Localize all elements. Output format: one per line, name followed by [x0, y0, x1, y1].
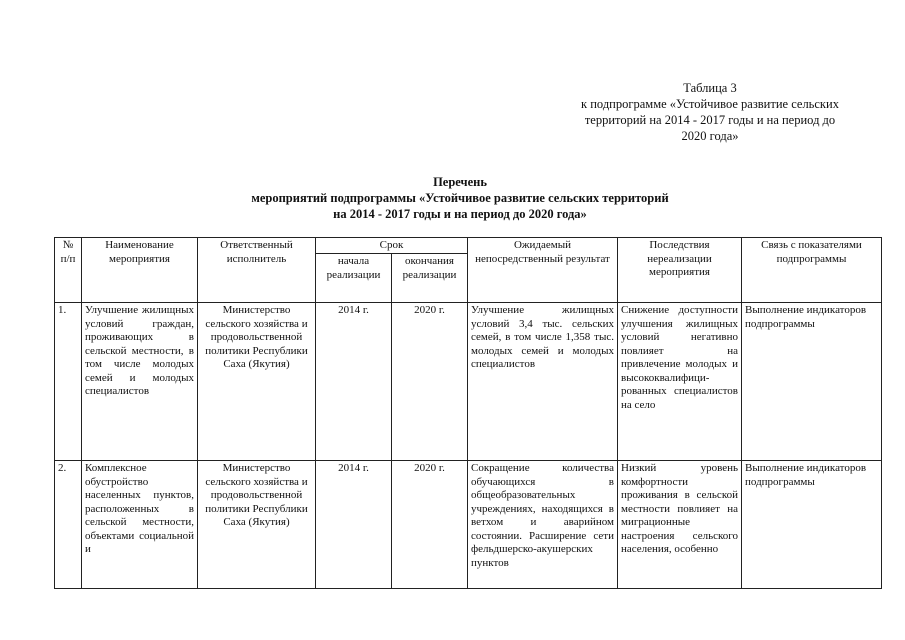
cell-end: 2020 г. — [392, 303, 468, 461]
caption-line: территорий на 2014 - 2017 годы и на период до — [584, 113, 836, 127]
cell-executor: Министерство сельского хозяйства и продовольственной политики Республики Саха (Якутия) — [198, 303, 316, 461]
cell-link: Выполнение индикаторов подпрограммы — [742, 461, 882, 589]
header-start: начала реализации — [316, 254, 392, 303]
cell-link: Выполнение индикаторов подпрограммы — [742, 303, 882, 461]
activities-table — [54, 237, 882, 589]
header-end: окончания реализации — [392, 254, 468, 303]
cell-name: Комплексное обустройство населенных пунктов, расположенных в сельской местности, объектами социальной и — [82, 461, 198, 589]
header-row — [55, 238, 882, 254]
header-link: Связь с показателями подпрограммы — [742, 238, 882, 303]
cell-result: Улучшение жилищных условий 3,4 тыс. сельских семей, в том числе 1,358 тыс. молодых семей и молодых специалистов — [468, 303, 618, 461]
cell-name: Улучшение жилищных условий граждан, проживающих в сельской местности, в том числе молодых семей и молодых специалистов — [82, 303, 198, 461]
cell-start: 2014 г. — [316, 303, 392, 461]
caption-table-number: Таблица 3 — [683, 81, 737, 95]
document-title — [190, 174, 730, 222]
title-heading: Перечень — [433, 175, 487, 189]
cell-executor: Министерство сельского хозяйства и продовольственной политики Республики Саха (Якутия) — [198, 461, 316, 589]
cell-end: 2020 г. — [392, 461, 468, 589]
cell-consequences: Низкий уровень комфортности проживания в сельской местности повлияет на миграционные настроения сельского населения, особенно — [618, 461, 742, 589]
cell-result: Сокращение количества обучающихся в общеобразовательных учреждениях, находящихся в ветхом и аварийном состоянии. Расширение сети фельдшерско-акушерских пунктов — [468, 461, 618, 589]
caption-line: 2020 года» — [681, 129, 739, 143]
cell-start: 2014 г. — [316, 461, 392, 589]
caption-line: к подпрограмме «Устойчивое развитие сельских — [581, 97, 839, 111]
table-row — [55, 303, 882, 461]
header-consequences: Последствия нереализации мероприятия — [618, 238, 742, 303]
header-term: Срок — [316, 238, 468, 254]
header-name: Наименование мероприятия — [82, 238, 198, 303]
table-row — [55, 461, 882, 589]
cell-num: 1. — [55, 303, 82, 461]
cell-consequences: Снижение доступности улучшения жилищных условий негативно повлияет на привлечение молодых и высококвалифици-рованных специалистов на село — [618, 303, 742, 461]
header-result: Ожидаемый непосредственный результат — [468, 238, 618, 303]
title-line: мероприятий подпрограммы «Устойчивое развитие сельских территорий — [251, 191, 669, 205]
header-executor: Ответственный исполнитель — [198, 238, 316, 303]
header-num: № п/п — [55, 238, 82, 303]
title-line: на 2014 - 2017 годы и на период до 2020 года» — [333, 207, 587, 221]
cell-num: 2. — [55, 461, 82, 589]
table-caption — [520, 80, 900, 144]
